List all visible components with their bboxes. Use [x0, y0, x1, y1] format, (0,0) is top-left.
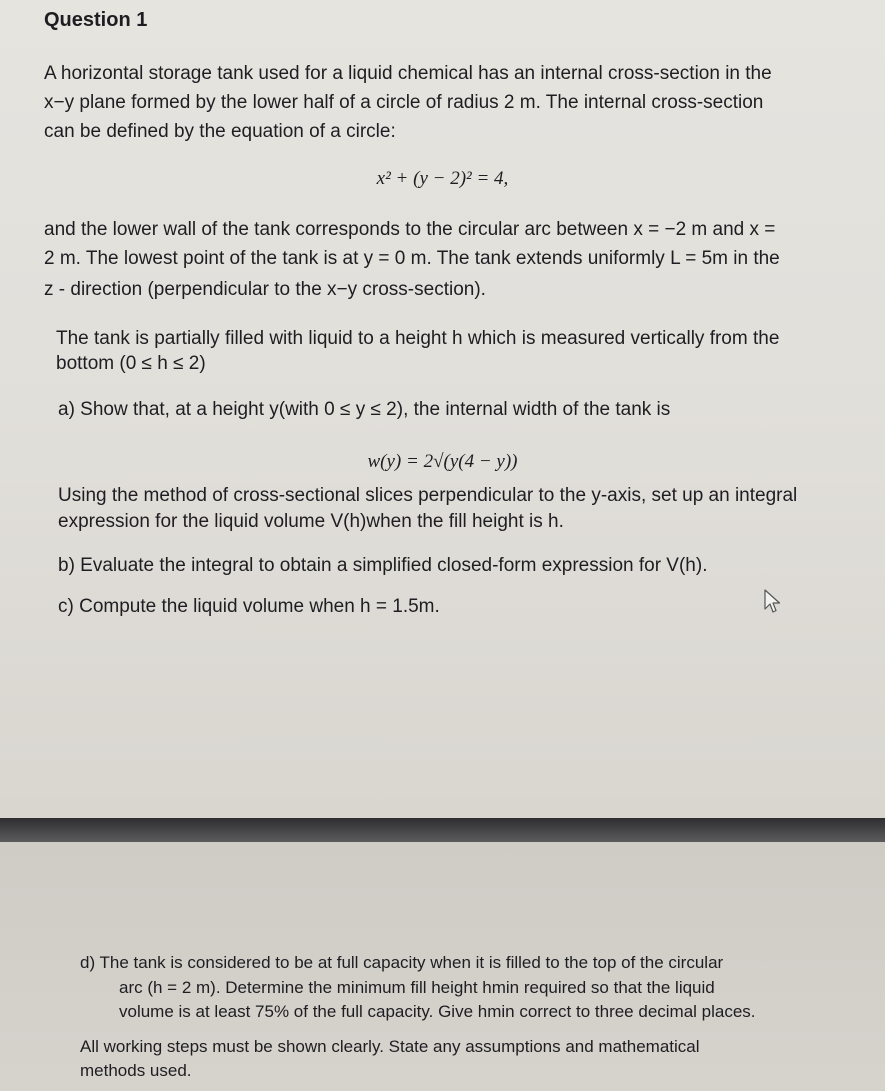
fill-line-2: bottom (0 ≤ h ≤ 2) — [56, 353, 206, 374]
part-a-text: a) Show that, at a height y(with 0 ≤ y ≤ 2), the internal width of the tank is — [58, 399, 671, 420]
intro-line-3: can be defined by the equation of a circle: — [44, 121, 396, 142]
page-fold-shadow — [0, 818, 885, 842]
part-d-line-1: d) The tank is considered to be at full capacity when it is filled to the top of the circular — [80, 953, 724, 972]
instructions-line-2: methods used. — [80, 1061, 192, 1080]
part-a-follow-1: Using the method of cross-sectional slices perpendicular to the y-axis, set up an integral — [58, 485, 798, 506]
part-c-text: c) Compute the liquid volume when h = 1.5m. — [58, 596, 440, 617]
intro-line-1: A horizontal storage tank used for a liquid chemical has an internal cross-section in the — [44, 63, 772, 84]
arc-line-2: 2 m. The lowest point of the tank is at y = 0 m. The tank extends uniformly L = 5m in the — [44, 248, 780, 269]
mouse-pointer-icon — [763, 589, 781, 615]
part-d-line-3: volume is at least 75% of the full capacity. Give hmin correct to three decimal places. — [119, 1002, 756, 1021]
circle-equation: x² + (y − 2)² = 4, — [376, 168, 509, 189]
width-formula: w(y) = 2√(y(4 − y)) — [367, 451, 518, 472]
question-title: Question 1 — [44, 9, 148, 31]
arc-line-1: and the lower wall of the tank corresponds to the circular arc between x = −2 m and x = — [44, 219, 776, 240]
fill-line-1: The tank is partially filled with liquid to a height h which is measured vertically from the — [56, 328, 780, 349]
part-d-line-2: arc (h = 2 m). Determine the minimum fill height hmin required so that the liquid — [119, 978, 715, 997]
intro-line-2: x−y plane formed by the lower half of a circle of radius 2 m. The internal cross-section — [44, 92, 764, 113]
arc-line-3: z - direction (perpendicular to the x−y cross-section). — [44, 279, 486, 300]
part-a-follow-2: expression for the liquid volume V(h)when the fill height is h. — [58, 511, 564, 532]
part-b-text: b) Evaluate the integral to obtain a simplified closed-form expression for V(h). — [58, 555, 708, 576]
instructions-line-1: All working steps must be shown clearly. State any assumptions and mathematical — [80, 1037, 700, 1056]
